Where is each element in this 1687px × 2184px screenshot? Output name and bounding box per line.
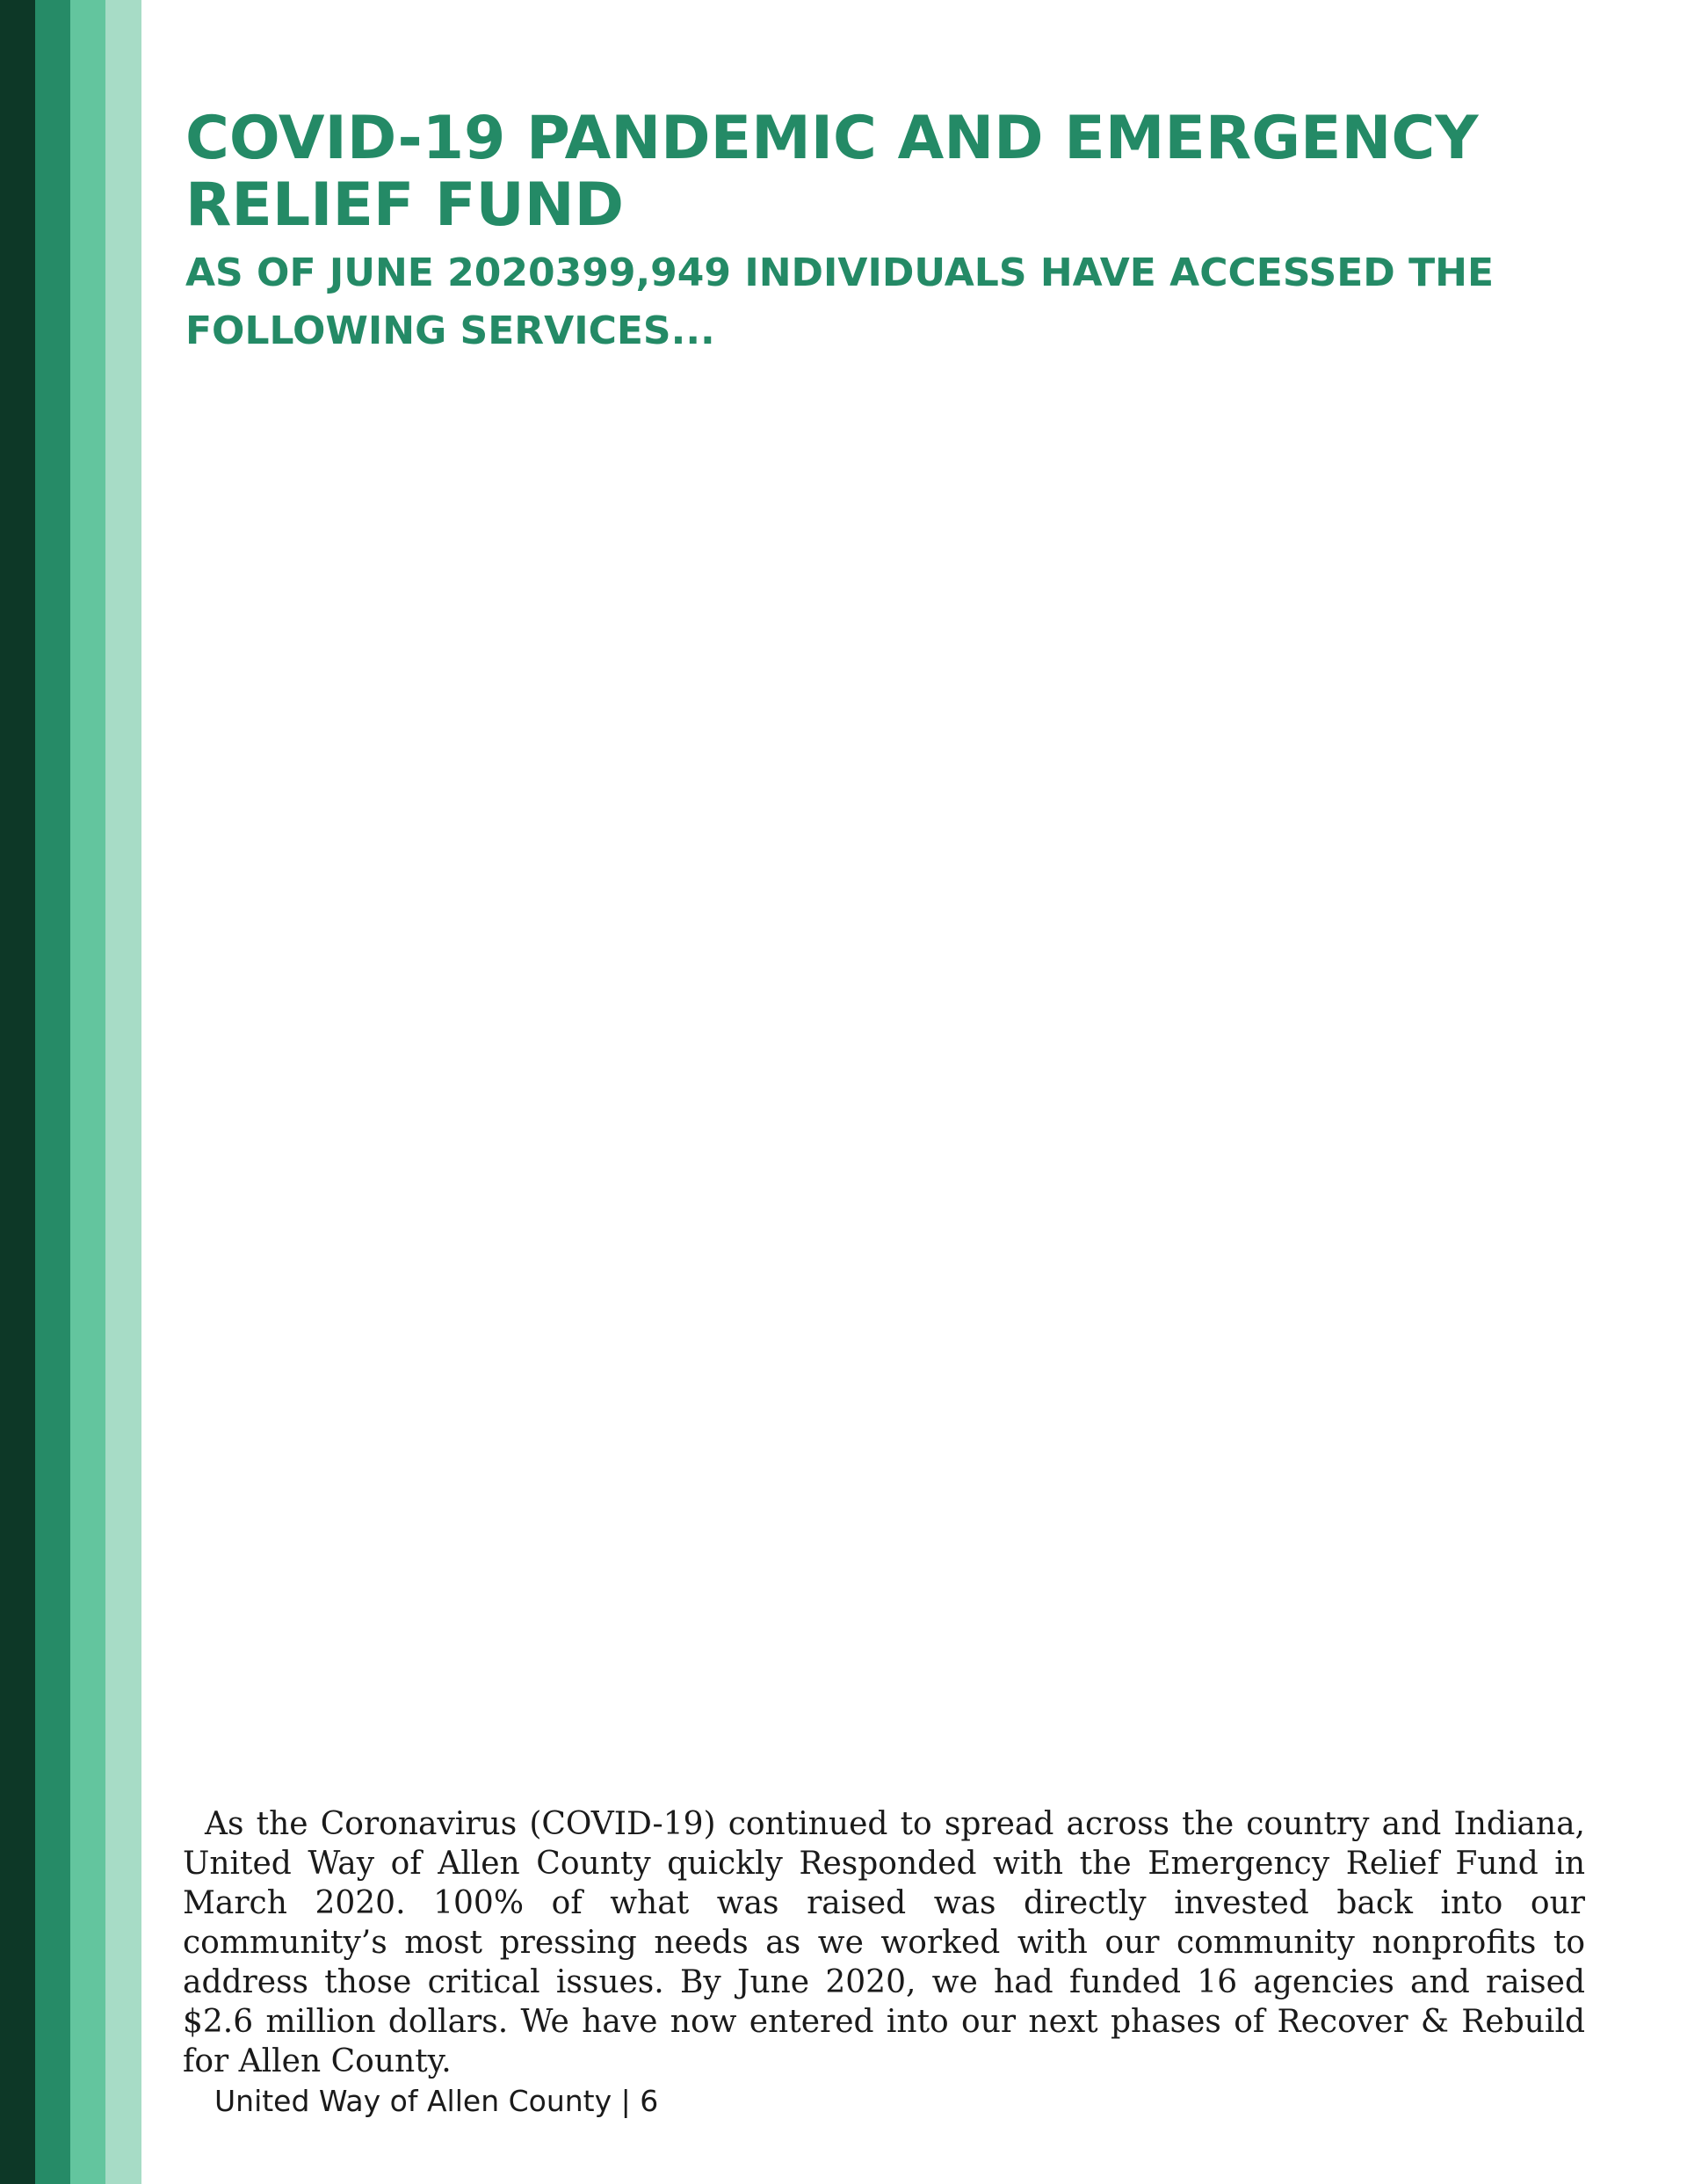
page-subtitle: AS OF JUNE 2020399,949 INDIVIDUALS HAVE ACCESSED THE FOLLOWING SERVICES... [185, 250, 1495, 353]
stripe-dark-green [0, 0, 35, 2184]
stripe-light-green [70, 0, 105, 2184]
page-title: COVID-19 PANDEMIC AND EMERGENCY RELIEF FUND [185, 104, 1479, 240]
page-footer: United Way of Allen County | 6 [214, 2084, 659, 2118]
decorative-side-stripes [0, 0, 141, 2184]
stripe-pale-green [105, 0, 141, 2184]
stripe-green [35, 0, 70, 2184]
body-paragraph: As the Coronavirus (COVID-19) continued to spread across the country and Indiana, United Way of Allen County quickly Responded with the Emergency Relief Fund in March 2020. 100% of what was raised was directly invested back into our community’s most pressing needs as we worked with our community nonprofits to address those critical issues. By June 2020, we had funded 16 agencies and raised $2.6 million dollars. We have now entered into our next phases of Recover & Rebuild for Allen County. [183, 1806, 1585, 2079]
